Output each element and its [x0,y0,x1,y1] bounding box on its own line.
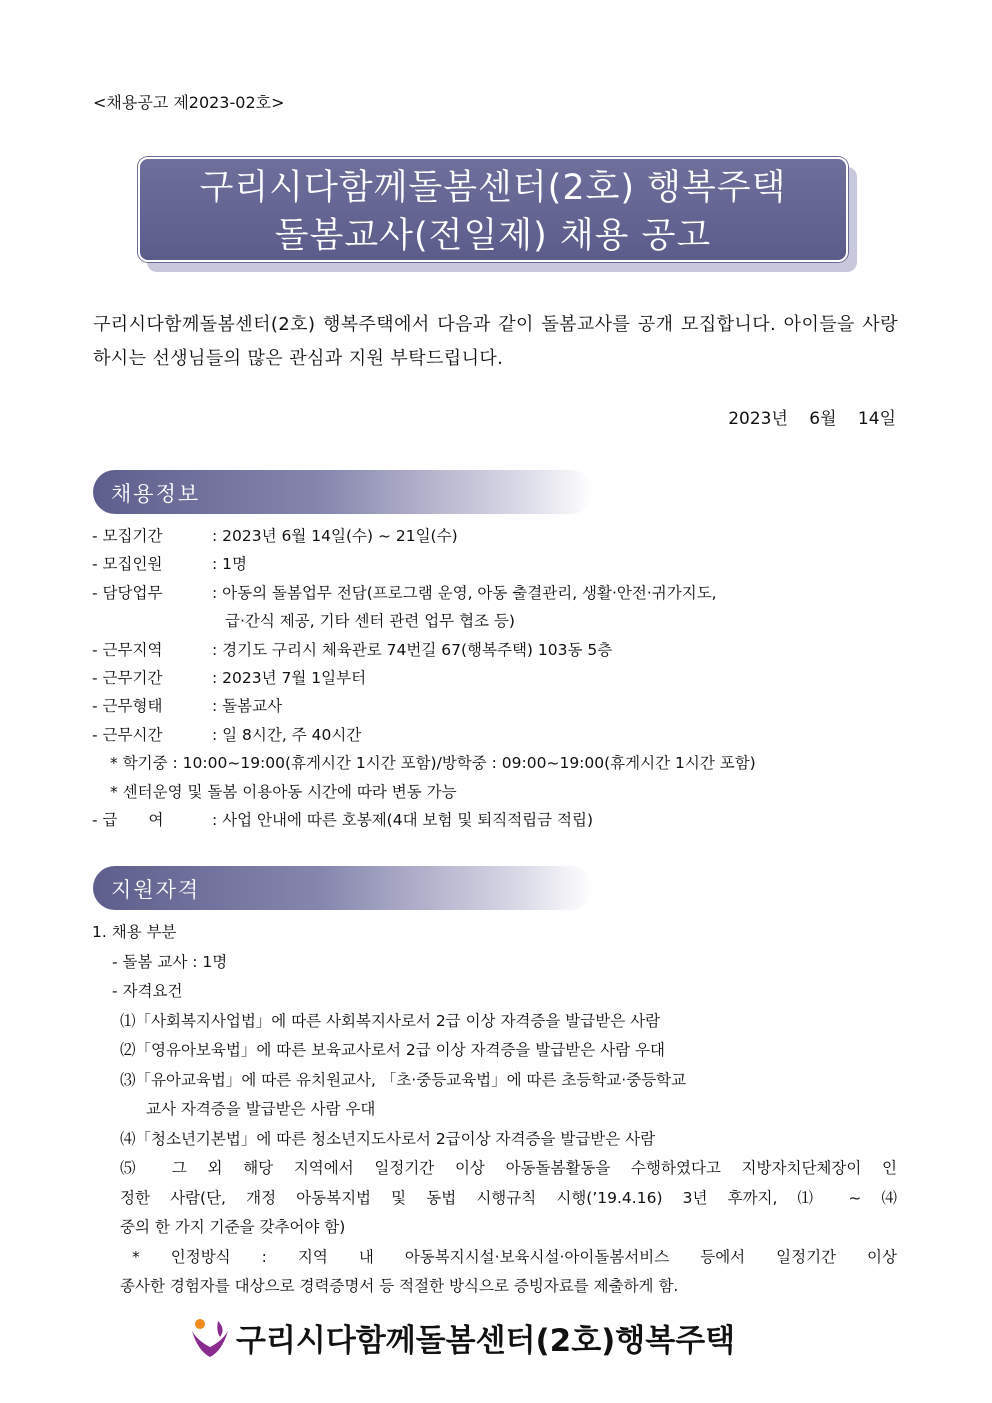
info-value: : 돌봄교사 [212,697,283,716]
title-line-1: 구리시다함께돌봄센터(2호) 행복주택 [199,168,787,208]
notice-number: <채용공고 제2023-02호> [93,93,285,112]
qual-item-5-continued: 중의 한 가지 기준을 갖추어야 함) [120,1218,346,1236]
info-row [92,664,912,692]
recognition-method: * 인정방식 : 지역 내 아동복지시설·보육시설·아이돌봄서비스 등에서 일정기간 이상 [132,1247,897,1266]
qual-item: ⑴「사회복지사업법」에 따른 사회복지사로서 2급 이상 자격증을 발급받은 사람 [120,1011,661,1030]
recruit-info-list [92,522,912,834]
recognition-method-continued: 종사한 경험자를 대상으로 경력증명서 등 적절한 방식으로 증빙자료를 제출하게 함. [120,1277,679,1295]
title-line-2: 돌봄교사(전일제) 채용 공고 [274,216,712,256]
info-key: - 담당업무 [92,583,163,602]
info-row-continued [92,607,912,635]
qual-sub: - 자격요건 [112,982,183,1000]
section-header-recruit-info [93,470,593,514]
info-value: : 사업 안내에 따른 호봉제(4대 보험 및 퇴직적립금 적립) [212,811,594,830]
info-value: 급·간식 제공, 기타 센터 관련 업무 협조 등) [225,612,515,631]
info-row [92,692,912,720]
info-value: : 2023년 7월 1일부터 [212,669,367,688]
info-value: : 경기도 구리시 체육관로 74번길 67(행복주택) 103동 5층 [212,640,613,659]
info-row [92,522,912,550]
qual-item-5: ⑸ 그 외 해당 지역에서 일정기간 이상 아동돌봄활동을 수행하였다고 지방자치단체장이 인 [120,1159,897,1177]
info-row [92,550,912,578]
qual-sub: - 돌봄 교사 : 1명 [112,952,228,971]
qualification-list [92,918,897,1302]
info-note: * 학기중 : 10:00~19:00(휴게시간 1시간 포함)/방학중 : 09:00~19:00(휴게시간 1시간 포함) [110,754,756,773]
info-row [92,636,912,664]
info-value: : 2023년 6월 14일(수) ~ 21일(수) [212,527,458,545]
heart-person-logo-icon [188,1315,232,1359]
info-key: - 근무기간 [92,669,163,688]
title-box [138,157,848,262]
qual-item-continued: 교사 자격증을 발급받은 사람 우대 [146,1100,376,1118]
info-row [92,579,912,607]
info-value: : 1명 [212,555,247,574]
info-key: - 근무형태 [92,697,163,716]
info-key: - 근무지역 [92,640,163,659]
info-note: * 센터운영 및 돌봄 이용아동 시간에 따라 변동 가능 [110,782,457,801]
footer-center-name: 구리시다함께돌봄센터(2호)행복주택 [236,1322,736,1359]
info-key: - 근무시간 [92,725,163,744]
qual-item: ⑷「청소년기본법」에 따른 청소년지도사로서 2급이상 자격증을 발급받은 사람 [120,1129,656,1148]
qual-heading: 1. 채용 부분 [92,923,177,941]
notice-date: 2023년 6월 14일 [728,409,896,429]
info-value: : 아동의 돌봄업무 전담(프로그램 운영, 아동 출결관리, 생활·안전·귀가지도, [212,583,717,602]
qual-item: ⑶「유아교육법」에 따른 유치원교사, 「초·중등교육법」에 따른 초등학교·중등학교 [120,1070,687,1089]
section-header-qualification [93,866,593,910]
section-title: 채용정보 [111,482,201,506]
info-key: - 모집인원 [92,555,163,574]
info-key: - 급 여 [92,811,164,830]
section-title: 지원자격 [111,878,201,902]
footer-brand [188,1312,735,1362]
qual-item-5-continued: 정한 사람(단, 개정 아동복지법 및 동법 시행규칙 시행(’19.4.16) 3년 후까지, ⑴ ~ ⑷ [120,1188,897,1207]
qual-item: ⑵「영유아보육법」에 따른 보육교사로서 2급 이상 자격증을 발급받은 사람 우대 [120,1041,665,1059]
info-row-salary [92,806,912,834]
info-key: - 모집기간 [92,527,163,545]
intro-paragraph: 구리시다함께돌봄센터(2호) 행복주택에서 다음과 같이 돌봄교사를 공개 모집합니다. 아이들을 사랑하시는 선생님들의 많은 관심과 지원 부탁드립니다. [93,314,898,369]
info-row [92,721,912,749]
info-value: : 일 8시간, 주 40시간 [212,725,362,744]
